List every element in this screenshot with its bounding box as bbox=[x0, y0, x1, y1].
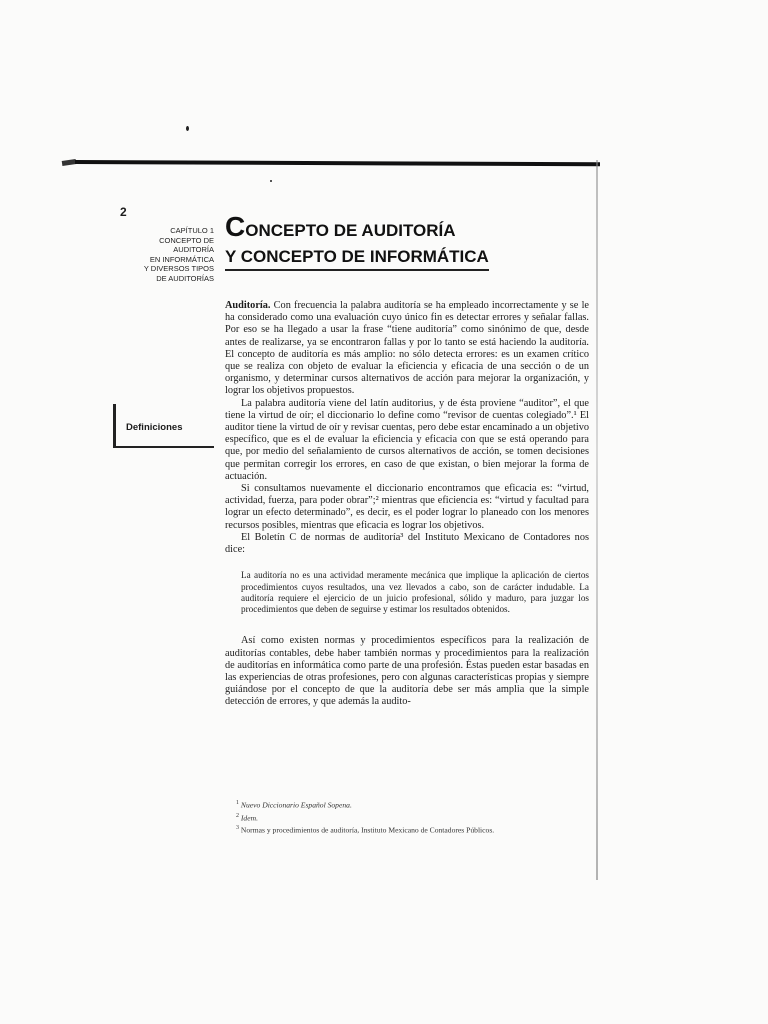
section-title bbox=[225, 212, 489, 271]
footnote-text: Normas y procedimientos de auditoría, Instituto Mexicano de Contadores Públicos. bbox=[240, 825, 495, 835]
title-initial: C bbox=[225, 211, 246, 242]
header-rule bbox=[75, 160, 600, 166]
section-title-line-1 bbox=[225, 212, 489, 246]
paragraph: Si consultamos nuevamente el diccionario encontramos que eficacia es: “virtud, actividad, fuerza, para poder obrar”;² mientras que eficiencia es: “virtud y facultad para lograr un efecto determinado”, es decir, es el poder lograr lo planeado con los menores recursos posibles, mientras que eficacia es lograr los objetivos. bbox=[225, 483, 589, 531]
footnote-text: Nuevo Diccionario Español Sopena. bbox=[240, 800, 352, 810]
footnote bbox=[236, 811, 576, 824]
paragraph bbox=[225, 300, 589, 398]
scan-speck bbox=[186, 126, 189, 131]
chapter-line: DE AUDITORÍAS bbox=[156, 273, 214, 283]
paragraph: El Boletín C de normas de auditoría³ del Instituto Mexicano de Contadores nos dice: bbox=[225, 531, 589, 556]
chapter-line: AUDITORÍA bbox=[173, 245, 214, 255]
footnote-text: Idem. bbox=[240, 813, 258, 823]
section-title-line-2: Y CONCEPTO DE INFORMÁTICA bbox=[225, 246, 489, 271]
paragraph: La palabra auditoría viene del latín auditorius, y de ésta proviene “auditor”, el que tiene la virtud de oír; el diccionario lo define como “revisor de cuentas colegiado”.¹ El auditor tiene la virtud de oír y revisar cuentas, pero debe estar encaminado a un objetivo específico, que es el de evaluar la eficiencia y eficacia con que se está operando para que, por medio del señalamiento de cursos alternativos de acción, se tomen decisiones que permitan corregir los errores, en caso de que existan, o bien mejorar la forma de actuación. bbox=[225, 397, 589, 482]
footnote-mark: 1 bbox=[236, 800, 239, 806]
chapter-line: EN INFORMÁTICA bbox=[149, 254, 214, 264]
footnotes bbox=[236, 798, 576, 836]
body-text bbox=[225, 300, 589, 709]
footnote-mark: 3 bbox=[236, 825, 239, 832]
footnote-mark: 2 bbox=[236, 812, 239, 819]
paragraph: Así como existen normas y procedimientos específicos para la realización de auditorías contables, debe haber también normas y procedimientos para la realización de auditorías en informática como parte de una profesión. Éstas pueden estar basadas en las experiencias de otras profesiones, pero con algunas características propias y siempre guiándose por el concepto de que la auditoría debe ser más amplia que la simple detección de errores, y que además la audito- bbox=[225, 635, 589, 708]
footnote bbox=[236, 798, 576, 811]
scan-speck bbox=[270, 180, 272, 182]
chapter-line: Y DIVERSOS TIPOS bbox=[143, 264, 214, 274]
chapter-heading bbox=[110, 226, 214, 284]
page-edge-shadow bbox=[596, 160, 598, 880]
margin-note-definiciones: Definiciones bbox=[126, 422, 183, 433]
margin-note-box bbox=[113, 404, 214, 448]
chapter-line: CONCEPTO DE bbox=[159, 235, 214, 245]
title-line-1-rest: ONCEPTO DE AUDITORÍA bbox=[245, 221, 456, 240]
page-number: 2 bbox=[120, 205, 127, 219]
paragraph-text: Con frecuencia la palabra auditoría se ha empleado incorrectamente y se le ha considerado como una evaluación cuyo único fin es detectar errores y señalar fallas. Por eso se ha llegado a usar la frase “tiene auditoría” como sinónimo de que, desde antes de realizarse, ya se encontraron fallas y por lo tanto se está haciendo la auditoría. El concepto de auditoría es más amplio: no sólo detecta errores: es un examen crítico que se realiza con objeto de evaluar la eficiencia y eficacia de una sección o de un organismo, y determinar cursos alternativos de acción para mejorar la organización, y lograr los objetivos propuestos. bbox=[225, 300, 589, 397]
footnote bbox=[236, 823, 576, 836]
chapter-line: CAPÍTULO 1 bbox=[170, 226, 214, 235]
block-quote: La auditoría no es una actividad meramente mecánica que implique la aplicación de ciertos procedimientos cuyos resultados, una vez llevados a cabo, son de carácter indudable. La auditoría requiere el ejercicio de un juicio profesional, sólido y maduro, para juzgar los procedimientos que deben de seguirse y estimar los resultados obtenidos. bbox=[241, 570, 589, 615]
term-auditoria: Auditoría. bbox=[225, 300, 271, 311]
